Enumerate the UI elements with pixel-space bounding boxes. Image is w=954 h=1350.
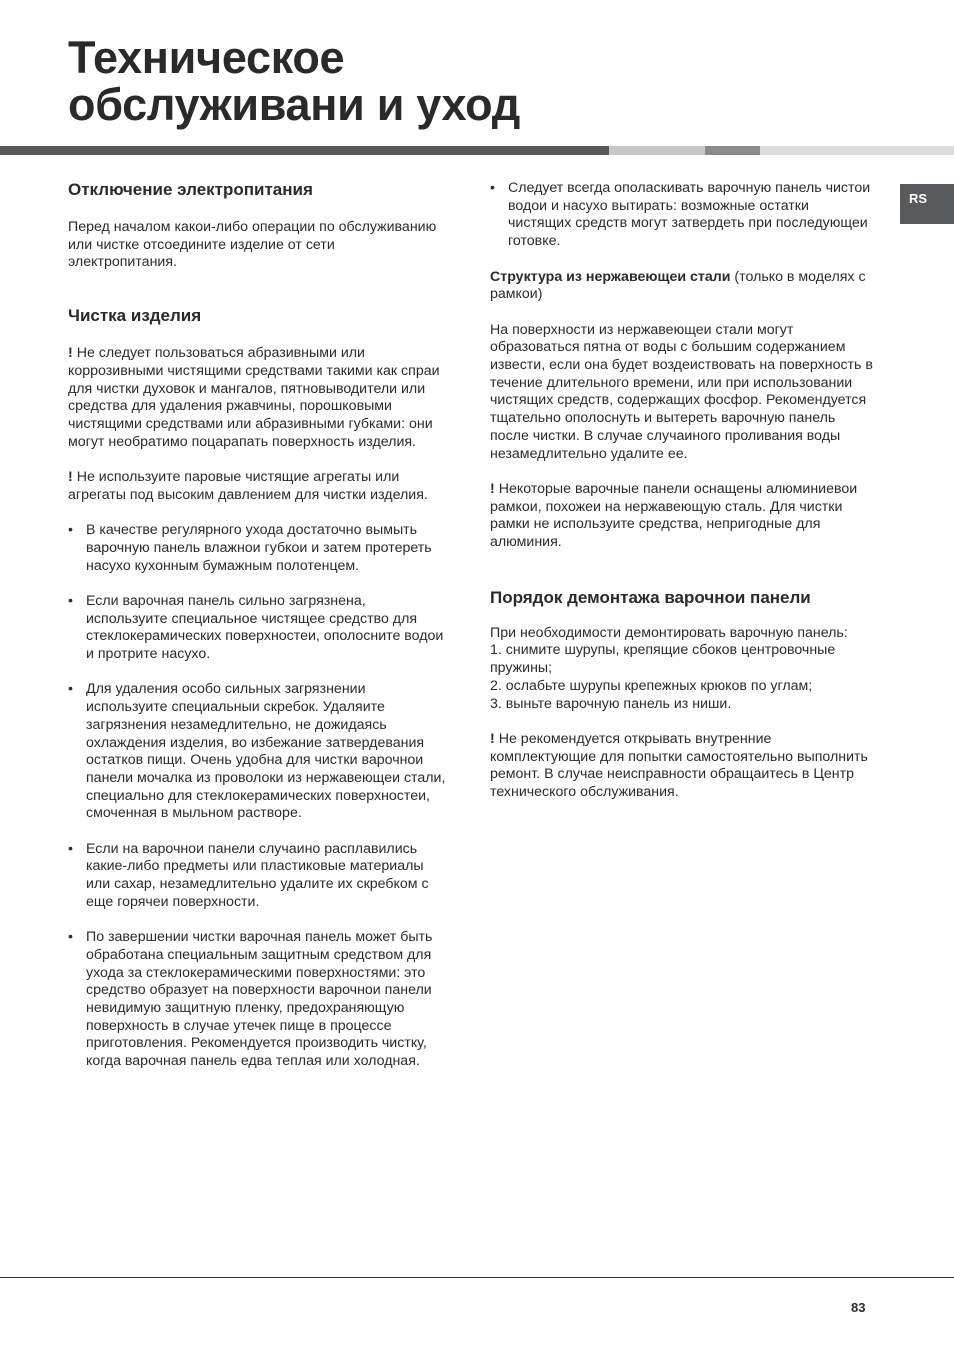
removal-step-3: 3. выньте варочную панель из ниши. [490,695,732,712]
warning-repair [490,731,875,802]
warning-mark-icon: ! [490,730,495,747]
warning-mark-icon: ! [68,345,73,362]
warning-aluminium-text: Некоторые варочные панели оснащены алюминиевои рамкои, похожеи на нержавеющую сталь. Для чистки рамки не используите средства, непригодные для алюминия. [490,480,858,551]
list-item-text: Следует всегда ополаскивать варочную панель чистои водои и насухо вытирать: возможные остатки чистящих средств могут затвердеть при последующеи готовке. [508,180,871,250]
steel-paragraph: На поверхности из нержавеющеи стали могут образоваться пятна от воды с большим содержанием извести, если она будет воздеиствовать на поверхность в течение длительного времени, или при использовании чистящих средств, содержащих фосфор. Рекомендуется тщательно ополоснуть и вытереть варочную панель после чистки. В случае случаиного проливания воды незамедлительно удалите ее. [490,321,873,462]
list-item-text: Если варочная панель сильно загрязнена, используите специальное чистящее средство для стеклокерамических поверхностеи, ополосните водои и протрите насухо. [86,592,444,663]
right-column [490,180,875,802]
removal-step-2: 2. ослабьте шурупы крепежных крюков по углам; [490,677,813,694]
list-item [68,522,446,575]
bullet-icon: • [68,522,73,539]
page-title [68,34,520,128]
warning-mark-icon: ! [490,480,495,497]
warning-abrasives-text: Не следует пользоваться абразивными или коррозивными чистящими средствами такими как спраи для чистки духовок и мангалов, пятновыводители или средства для удаления ржавчины, порошковыми чистящими средствами или абразивными губками: они могут необратимо поцарапать поверхность изделия. [68,345,440,450]
warning-steam [68,469,446,504]
list-item [490,180,875,251]
bullet-icon: • [68,592,73,609]
header-rule-mid [705,146,760,155]
header-rule-dark [0,146,609,155]
list-item-text: Если на варочнои панели случаино расплавились какие-либо предметы или пластиковые материалы или сахар, незамедлительно удалите их скребком с еще горячеи поверхности. [86,840,429,910]
rinse-tip-list [490,180,875,251]
list-item-text: Для удаления особо сильных загрязнении используите специальныи скребок. Удаляите загрязнения незамедлительно, не дожидаясь охлаждения изделия, во избежание затвердевания остатков пищи. Очень удобна для чистки варочнои панели мочалка из проволоки из нержавеющеи стали, специально для стеклокерамических поверхностеи, смоченная в мыльном растворе. [86,681,446,822]
header-rule-pale [760,146,954,155]
section-heading-cleaning: Чистка изделия [68,306,202,326]
power-paragraph: Перед началом какои-либо операции по обслуживанию или чистке отсоедините изделие от сети электропитания. [68,219,437,271]
warning-repair-text: Не рекомендуется открывать внутренние комплектующие для попытки самостоятельно выполнить ремонт. В случае неисправности обращаитесь в Центр технического обслуживания. [490,730,868,801]
list-item [68,681,446,823]
section-heading-removal: Порядок демонтажа варочнои панели [490,587,811,607]
cleaning-tips-list [68,522,446,1071]
warning-aluminium [490,481,875,552]
left-column [68,180,446,1071]
page-title-line-2: обслуживани и уход [68,79,521,130]
warning-steam-text: Не используите паровые чистящие агрегаты или агрегаты под высоким давлением для чистки изделия. [68,469,428,503]
list-item [68,841,446,912]
footer-divider [0,1277,954,1278]
removal-intro: При необходимости демонтировать варочную панель: [490,624,848,641]
header-rule-light [609,146,705,155]
steel-subheading-bold: Структура из нержавеющеи стали [490,268,731,285]
list-item [68,929,446,1071]
steel-subheading-note: (только в моделях с рамкои) [490,268,866,303]
list-item-text: В качестве регулярного ухода достаточно вымыть варочную панель влажнои губкои и затем протереть насухо кухонным бумажным полотенцем. [86,522,432,574]
list-item [68,593,446,664]
section-heading-power: Отключение электропитания [68,180,313,199]
steel-subheading [490,269,875,304]
removal-step-1: 1. снимите шурупы, крепящие сбоков центровочные пружины; [490,642,836,677]
page-number: 83 [851,1300,866,1315]
page-title-line-1: Техническое [68,32,345,83]
list-item-text: По завершении чистки варочная панель может быть обработана специальным защитным средством для ухода за стеклокерамическими поверхностями: это средство образует на поверхности варочнои панели невидимую защитную пленку, предохраняющую поверхность в случае утечек пище в процессе приготовления. Рекомендуется производить чистку, когда варочная панель едва теплая или холодная. [86,929,433,1070]
warning-abrasives [68,345,446,451]
bullet-icon: • [490,180,495,196]
language-tab: RS [900,184,954,224]
warning-mark-icon: ! [68,469,73,486]
bullet-icon: • [68,840,73,857]
bullet-icon: • [68,929,73,946]
bullet-icon: • [68,681,73,698]
